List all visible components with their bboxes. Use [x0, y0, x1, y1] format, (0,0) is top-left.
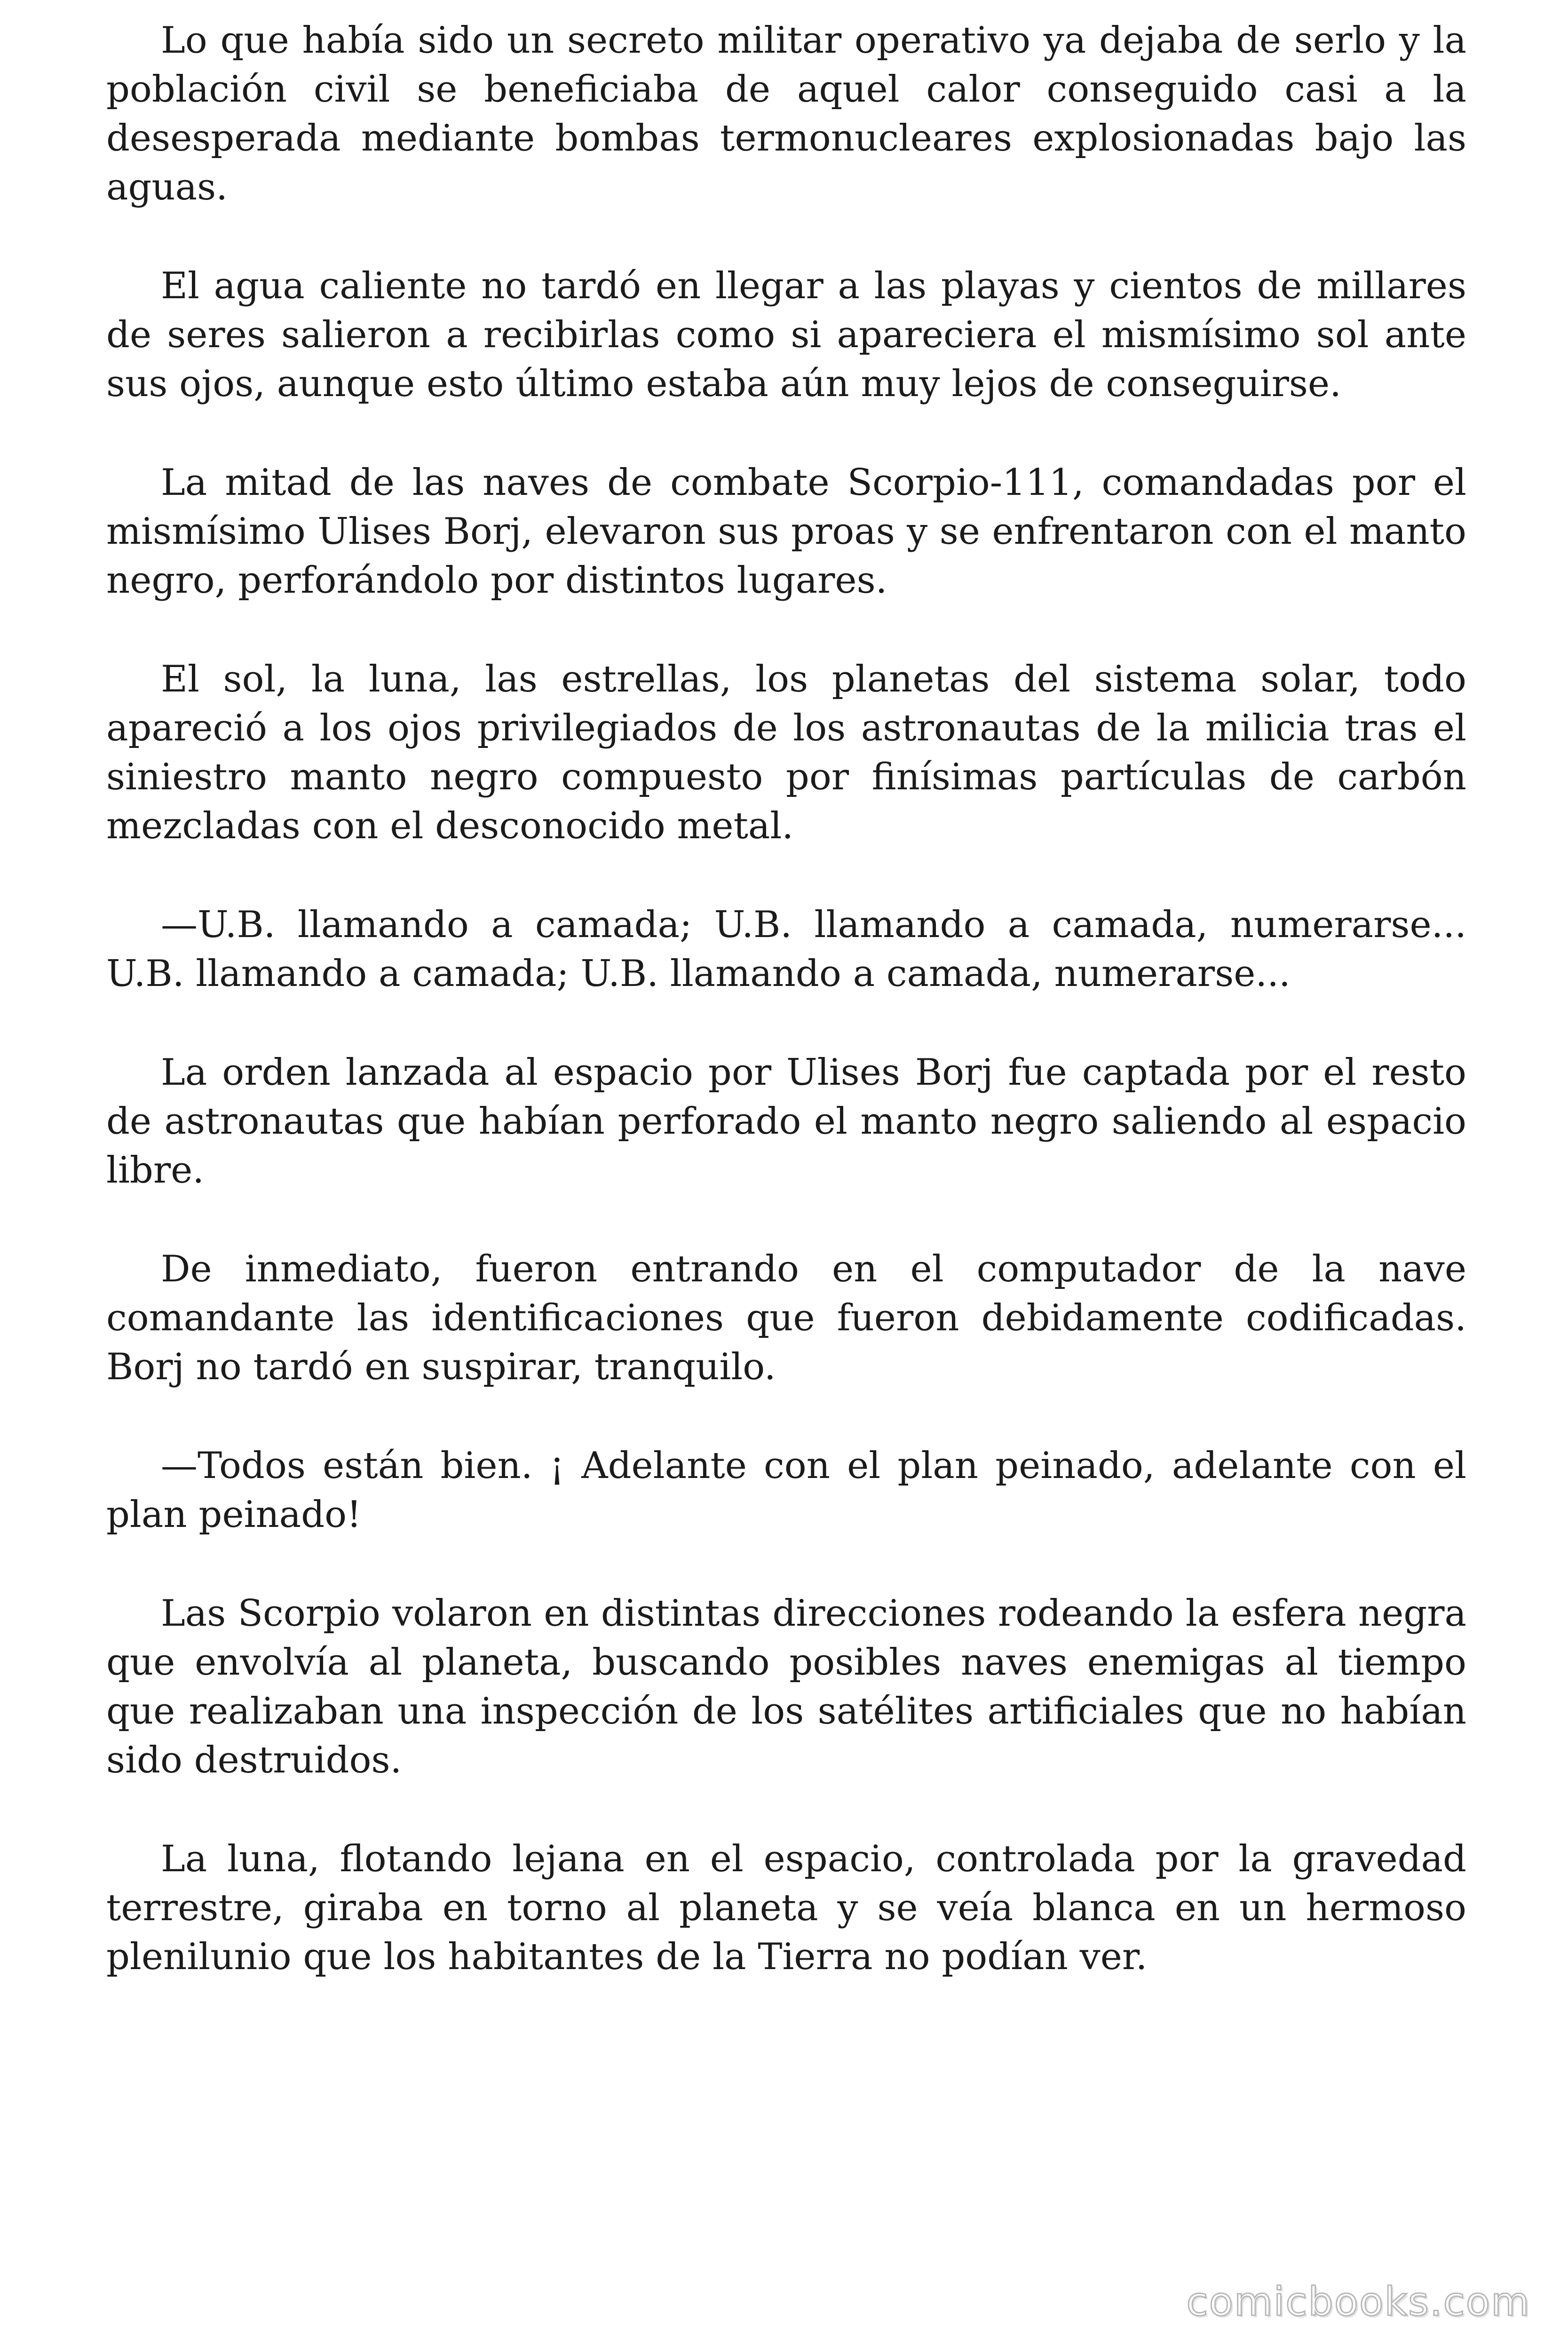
paragraph-2: El agua caliente no tardó en llegar a las playas y cientos de millares de seres salieron a recibirlas como si apareciera el mismísimo sol ante sus ojos, aunque esto último estaba aún muy lejos de conseguirse.	[106, 265, 1466, 405]
paragraph-10: La luna, flotando lejana en el espacio, controlada por la gravedad terrestre, giraba en torno al planeta y se veía blanca en un hermoso plenilunio que los habitantes de la Tierra no podían ver.	[106, 1838, 1466, 1978]
watermark-logo: comicbooks.com	[1186, 2279, 1530, 2325]
paragraph-7: De inmediato, fueron entrando en el computador de la nave comandante las identificaciones que fueron debidamente codificadas. Borj no tardó en suspirar, tranquilo.	[106, 1248, 1466, 1388]
body-text	[106, 16, 1466, 2031]
paragraph-8-dialogue: —Todos están bien. ¡ Adelante con el plan peinado, adelante con el plan peinado!	[106, 1445, 1466, 1536]
paragraph-1: Lo que había sido un secreto militar operativo ya dejaba de serlo y la población civil se beneficiaba de aquel calor conseguido casi a la desesperada mediante bombas termonucleares explosionadas bajo las aguas.	[106, 19, 1466, 208]
paragraph-6: La orden lanzada al espacio por Ulises Borj fue captada por el resto de astronautas que habían perforado el manto negro saliendo al espacio libre.	[106, 1051, 1466, 1192]
paragraph-4: El sol, la luna, las estrellas, los planetas del sistema solar, todo apareció a los ojos privilegiados de los astronautas de la milicia tras el siniestro manto negro compuesto por finísimas partículas de carbón mezcladas con el desconocido metal.	[106, 658, 1466, 847]
paragraph-5-dialogue: —U.B. llamando a camada; U.B. llamando a camada, numerarse... U.B. llamando a camada; U.B. llamando a camada, numerarse...	[106, 904, 1466, 995]
paragraph-3: La mitad de las naves de combate Scorpio-111, comandadas por el mismísimo Ulises Borj, elevaron sus proas y se enfrentaron con el manto negro, perforándolo por distintos lugares.	[106, 461, 1466, 602]
paragraph-9: Las Scorpio volaron en distintas direcciones rodeando la esfera negra que envolvía al planeta, buscando posibles naves enemigas al tiempo que realizaban una inspección de los satélites artificiales que no habían sido destruidos.	[106, 1592, 1466, 1781]
